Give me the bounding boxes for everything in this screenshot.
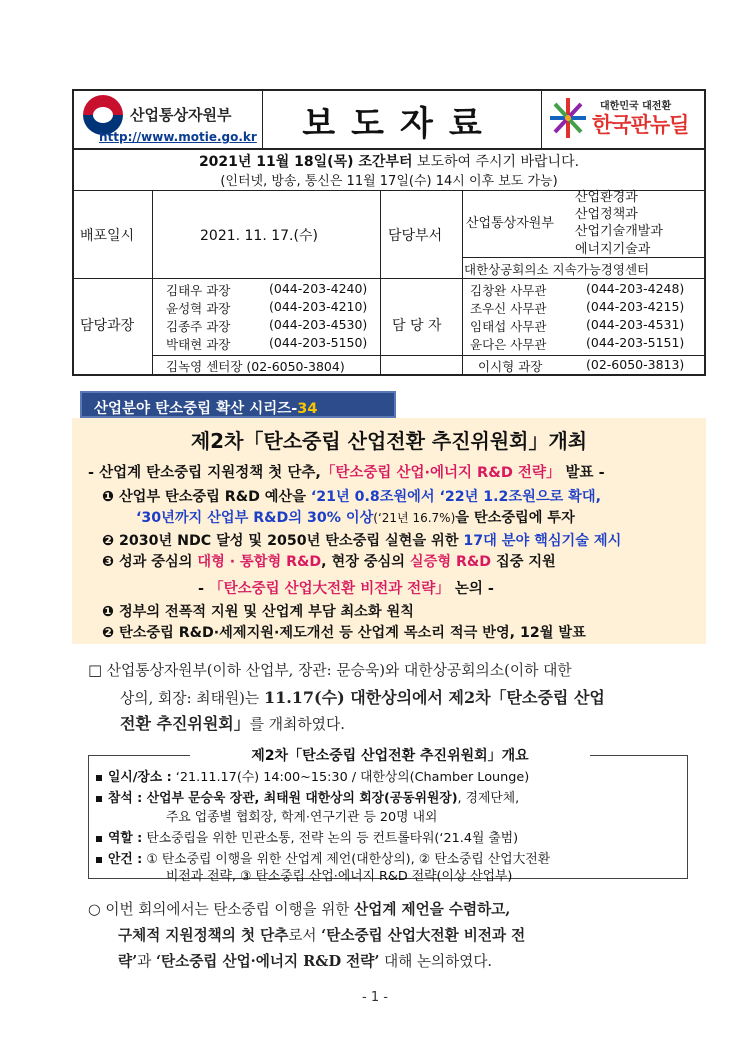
staff-phone: (044-203-4248) [586,281,685,296]
overview-item: 참석 : 산업부 문승욱 장관, 최태원 대한상의 회장(공동위원장), 경제단체, [96,787,519,806]
square-bullet-icon [96,836,102,842]
summary-bullet: ❶ 산업부 탄소중립 R&D 예산을 ‘21년 0.8조원에서 ‘22년 1.2조원으로 확대, [102,489,601,505]
dept-chamber: 대한상공회의소 지속가능경영센터 [464,262,650,277]
dept-unit: 산업정책과 [575,207,638,222]
staff-phone: (044-203-4531) [586,317,685,332]
header-divider [72,148,706,150]
overview-item: 안건 : ① 탄소중립 이행을 위한 산업계 제언(대한상의), ② 탄소중립 산업大전환 [96,848,550,867]
ministry-url-link[interactable]: http://www.motie.go.kr [99,130,257,144]
press-release-title: 보도자료 [302,104,498,144]
series-badge: 산업분야 탄소중립 확산 시리즈-34 [80,391,396,418]
dept-unit: 산업환경과 [575,190,638,205]
staff-name: 윤다은 사무관 [470,337,547,352]
header-divider [72,278,706,279]
summary-bullet: ❷ 탄소중립 R&D·세제지원·제도개선 등 산업계 목소리 적극 반영, 12월 발표 [102,625,586,641]
overview-item-cont: 비전과 전략, ③ 탄소중립 산업·에너지 R&D 전략(이상 산업부) [166,869,513,884]
dept-unit: 산업기술개발과 [575,224,663,239]
staff-phone: (044-203-4215) [586,299,685,314]
paragraph-line: 전환 추진위원회」를 개최하였다. [120,714,345,733]
summary-title: 제2차「탄소중립 산업전환 추진위원회」개최 [190,429,588,453]
staff-name: 김창완 사무관 [470,283,547,298]
overview-title: 제2차「탄소중립 산업전환 추진위원회」개요 [190,745,590,765]
manager-name: 박태현 과장 [166,337,231,352]
paragraph-line: □ 산업통상자원부(이하 산업부, 장관: 문승욱)와 대한상공회의소(이하 대한 [88,662,572,679]
ministry-name: 산업통상자원부 [130,106,232,124]
dept-unit: 에너지기술과 [575,242,651,257]
header-divider [462,190,463,376]
manager-phone: (044-203-4210) [269,299,368,314]
manager-label: 담당과장 [80,318,135,334]
summary-subtitle: - 산업계 탄소중립 지원정책 첫 단추,「탄소중립 산업·에너지 R&D 전략」 발표 - [88,465,605,481]
staff-label: 담 당 자 [392,318,442,334]
staff-name: 조우신 사무관 [470,301,547,316]
paragraph-line: 략’과 ‘탄소중립 산업·에너지 R&D 전략’ 대해 논의하였다. [118,953,493,970]
summary-bullet: ❶ 정부의 전폭적 지원 및 산업계 부담 최소화 원칙 [102,604,414,620]
header-divider [541,89,542,149]
release-date: 2021. 11. 17.(수) [200,228,318,244]
square-bullet-icon [96,857,102,863]
embargo-notice: 2021년 11월 18일(목) 조간부터 보도하여 주시기 바랍니다. [198,154,580,170]
header-divider [262,89,263,149]
paragraph-line: 상의, 회장: 최태원)는 11.17(수) 대한상의에서 제2차「탄소중립 산업 [120,688,605,707]
dept-org: 산업통상자원부 [466,216,554,231]
manager-name: 김종주 과장 [166,319,231,334]
korean-new-deal-logo-icon [548,96,588,140]
brand-subtitle: 대한민국 대전환 [600,101,672,112]
brand-title: 한국판뉴딜 [592,113,689,137]
overview-item: 일시/장소 : ‘21.11.17(수) 14:00~15:30 / 대한상의(Chamber Lounge) [96,766,529,785]
summary-subtitle: - 「탄소중립 산업大전환 비전과 전략」 논의 - [198,581,494,597]
paragraph-line: 구체적 지원정책의 첫 단추로서 ‘탄소중립 산업大전환 비전과 전 [118,927,526,944]
page-number: - 1 - [362,990,388,1005]
manager-phone: (044-203-5150) [269,335,368,350]
summary-bullet: ❷ 2030년 NDC 달성 및 2050년 탄소중립 실현을 위한 17대 분야 핵심기술 제시 [102,533,622,549]
embargo-note: (인터넷, 방송, 통신은 11월 17일(수) 14시 이후 보도 가능) [220,174,558,189]
header-divider [380,190,381,376]
staff-phone: (044-203-5151) [586,335,685,350]
overview-item: 역할 : 탄소중립을 위한 민관소통, 전략 논의 등 컨트롤타워(‘21.4월 출범) [96,827,518,846]
taegeuk-logo-icon [83,95,123,135]
manager-phone: (044-203-4530) [269,317,368,332]
paragraph-line: ○ 이번 회의에서는 탄소중립 이행을 위한 산업계 제언을 수렴하고, [88,901,511,918]
manager-phone: (044-203-4240) [269,281,368,296]
release-label: 배포일시 [80,228,135,244]
header-divider [462,257,706,258]
manager-name: 김태우 과장 [166,283,231,298]
overview-item-cont: 주요 업종별 협회장, 학계·연구기관 등 20명 내외 [166,810,438,825]
header-divider [152,190,153,376]
summary-bullet: ❸ 성과 중심의 대형 · 통합형 R&D, 현장 중심의 실증형 R&D 집중 지원 [102,554,556,570]
header-divider [152,355,706,356]
dept-label: 담당부서 [388,228,443,244]
manager-name: 윤성혁 과장 [166,301,231,316]
square-bullet-icon [96,775,102,781]
staff-chamber-name: 이시형 과장 [478,359,543,374]
staff-name: 임태섭 사무관 [470,319,547,334]
square-bullet-icon [96,796,102,802]
manager-chamber: 김녹영 센터장 (02-6050-3804) [166,359,345,374]
staff-chamber-phone: (02-6050-3813) [586,357,685,372]
summary-bullet-cont: ‘30년까지 산업부 R&D의 30% 이상(‘21년 16.7%)을 탄소중립에 투자 [136,510,575,526]
